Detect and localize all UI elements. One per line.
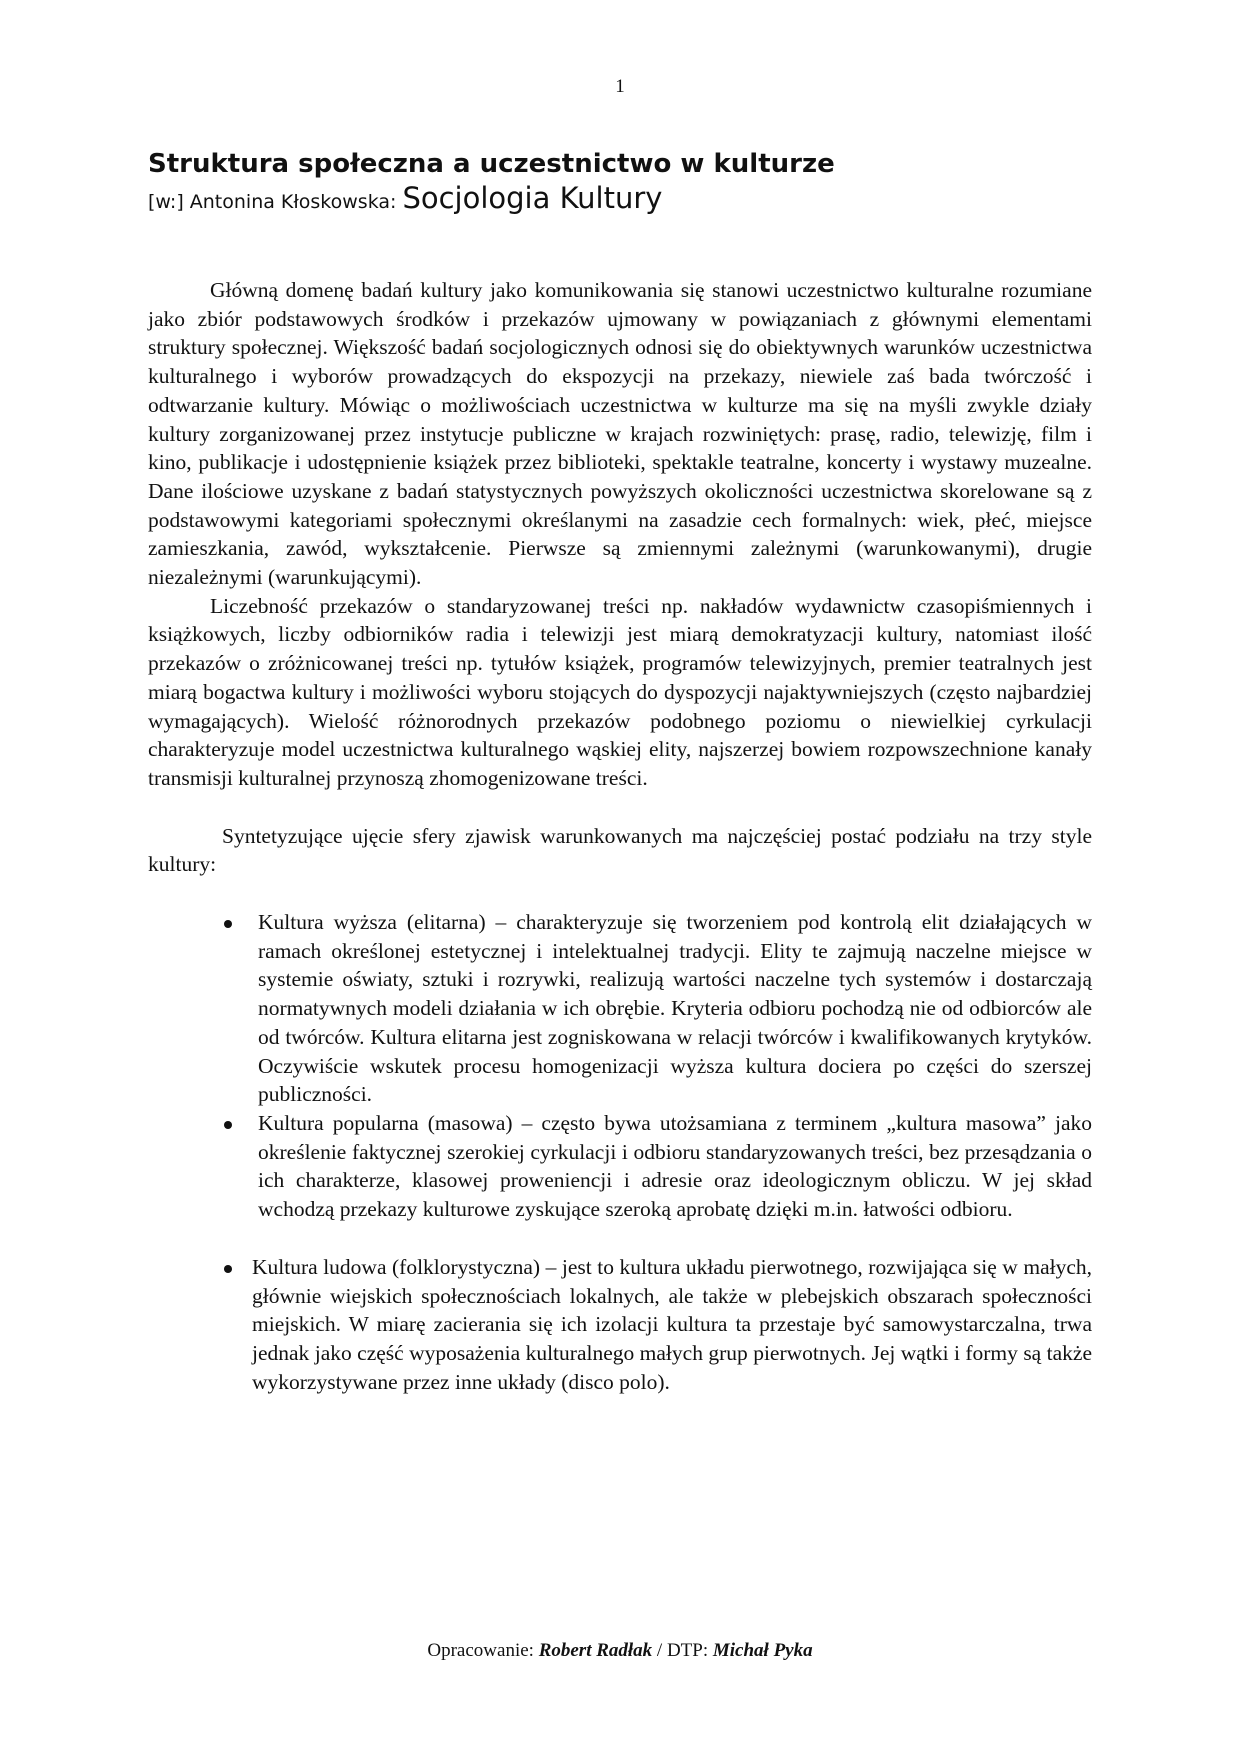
bullet-icon [224, 1121, 232, 1129]
list-item-text: Kultura wyższa (elitarna) – charakteryzuje się tworzeniem pod kontrolą elit działających w ramach określonej estetycznej i intelektualnej tradycji. Elity te zajmują naczelne miejsce w systemie oświaty, sztuki i rozrywki, realizują wartości naczelne tych systemów i dostarczają normatywnych modeli działania w ich obrębie. Kryteria odbioru pochodzą nie od odbiorców ale od twórców. Kultura elitarna jest zogniskowana w relacji twórców i kwalifikowanych krytyków. Oczywiście wskutek procesu homogenizacji wyższa kultura dociera po części do szerszej publiczności. [258, 910, 1092, 1107]
subtitle-book-title: Socjologia Kultury [402, 181, 663, 215]
culture-styles-list [148, 908, 1092, 1396]
page-number: 1 [615, 76, 625, 97]
footer-separator: / DTP: [652, 1640, 713, 1661]
list-item-text: Kultura popularna (masowa) – często bywa utożsamiana z terminem „kultura masowa” jako określenie faktycznej szerokiej cyrkulacji i odbioru standaryzowanych treści, bez przesądzania o ich charakterze, klasowej proweniencji i adresie oraz ideologicznym obliczu. W jej skład wchodzą przekazy kulturowe zyskujące szeroką aprobatę dzięki m.in. łatwości odbioru. [258, 1110, 1092, 1222]
page-footer [0, 1640, 1240, 1662]
footer-dtp: Michał Pyka [712, 1640, 813, 1661]
list-item [148, 908, 1092, 1109]
paragraph: Liczebność przekazów o standaryzowanej treści np. nakładów wydawnictw czasopiśmiennych i książkowych, liczby odbiorników radia i telewizji jest miarą demokratyzacji kultury, natomiast ilość przekazów o zróżnicowanej treści np. tytułów książek, programów telewizyjnych, premier teatralnych jest miarą bogactwa kultury i możliwości wyboru stojących do dyspozycji najaktywniejszych (często najbardziej wymagających). Wielość różnorodnych przekazów podobnego poziomu o niewielkiej cyrkulacji charakteryzuje model uczestnictwa kulturalnego wąskiej elity, najszerzej bowiem rozpowszechnione kanały transmisji kulturalnej przynoszą zhomogenizowane treści. [148, 593, 1092, 790]
paragraph: Główną domenę badań kultury jako komunikowania się stanowi uczestnictwo kulturalne rozumiane jako zbiór podstawowych środków i przekazów ujmowany w powiązaniach z głównymi elementami struktury społecznej. Większość badań socjologicznych odnosi się do obiektywnych warunków uczestnictwa kulturalnego i wyborów prowadzących do ekspozycji na przekazy, niewiele zaś bada twórczość i odtwarzanie kultury. Mówiąc o możliwościach uczestnictwa w kulturze ma się na myśli zwykle działy kultury zorganizowanej przez instytucje publiczne w krajach rozwiniętych: prasę, radio, telewizję, film i kino, publikacje i udostępnienie książek przez biblioteki, spektakle teatralne, koncerty i wystawy muzealne. Dane ilościowe uzyskane z badań statystycznych powyższych okoliczności uczestnictwa skorelowane są z podstawowymi kategoriami społecznymi określanymi na zasadzie cech formalnych: wiek, płeć, miejsce zamieszkania, zawód, wykształcenie. Pierwsze są zmiennymi zależnymi (warunkowanymi), drugie niezależnymi (warunkującymi). [148, 278, 1092, 590]
document-body [148, 276, 1092, 1396]
list-item-text: Kultura ludowa (folklorystyczna) – jest to kultura układu pierwotnego, rozwijająca się w małych, głównie wiejskich społecznościach lokalnych, ale także w plebejskich obszarach społeczności miejskich. W miarę zacierania się ich izolacji kultura ta przestaje być samowystarczalna, trwa jednak jako część wyposażenia kulturalnego małych grup pierwotnych. Jej wątki i formy są także wykorzystywane przez inne układy (disco polo). [252, 1254, 1092, 1394]
document-title: Struktura społeczna a uczestnictwo w kulturze [148, 149, 835, 179]
bullet-icon [224, 920, 232, 928]
footer-label: Opracowanie: [427, 1640, 539, 1661]
footer-author: Robert Radłak [538, 1640, 653, 1661]
list-item [148, 1109, 1092, 1224]
synthesis-paragraph: Syntetyzujące ujęcie sfery zjawisk warunkowanych ma najczęściej postać podziału na trzy style kultury: [148, 823, 1092, 877]
bullet-icon [224, 1265, 232, 1273]
document-subtitle [148, 180, 662, 220]
list-item [148, 1253, 1092, 1397]
subtitle-source-prefix: [w:] Antonina Kłoskowska: [148, 191, 403, 213]
